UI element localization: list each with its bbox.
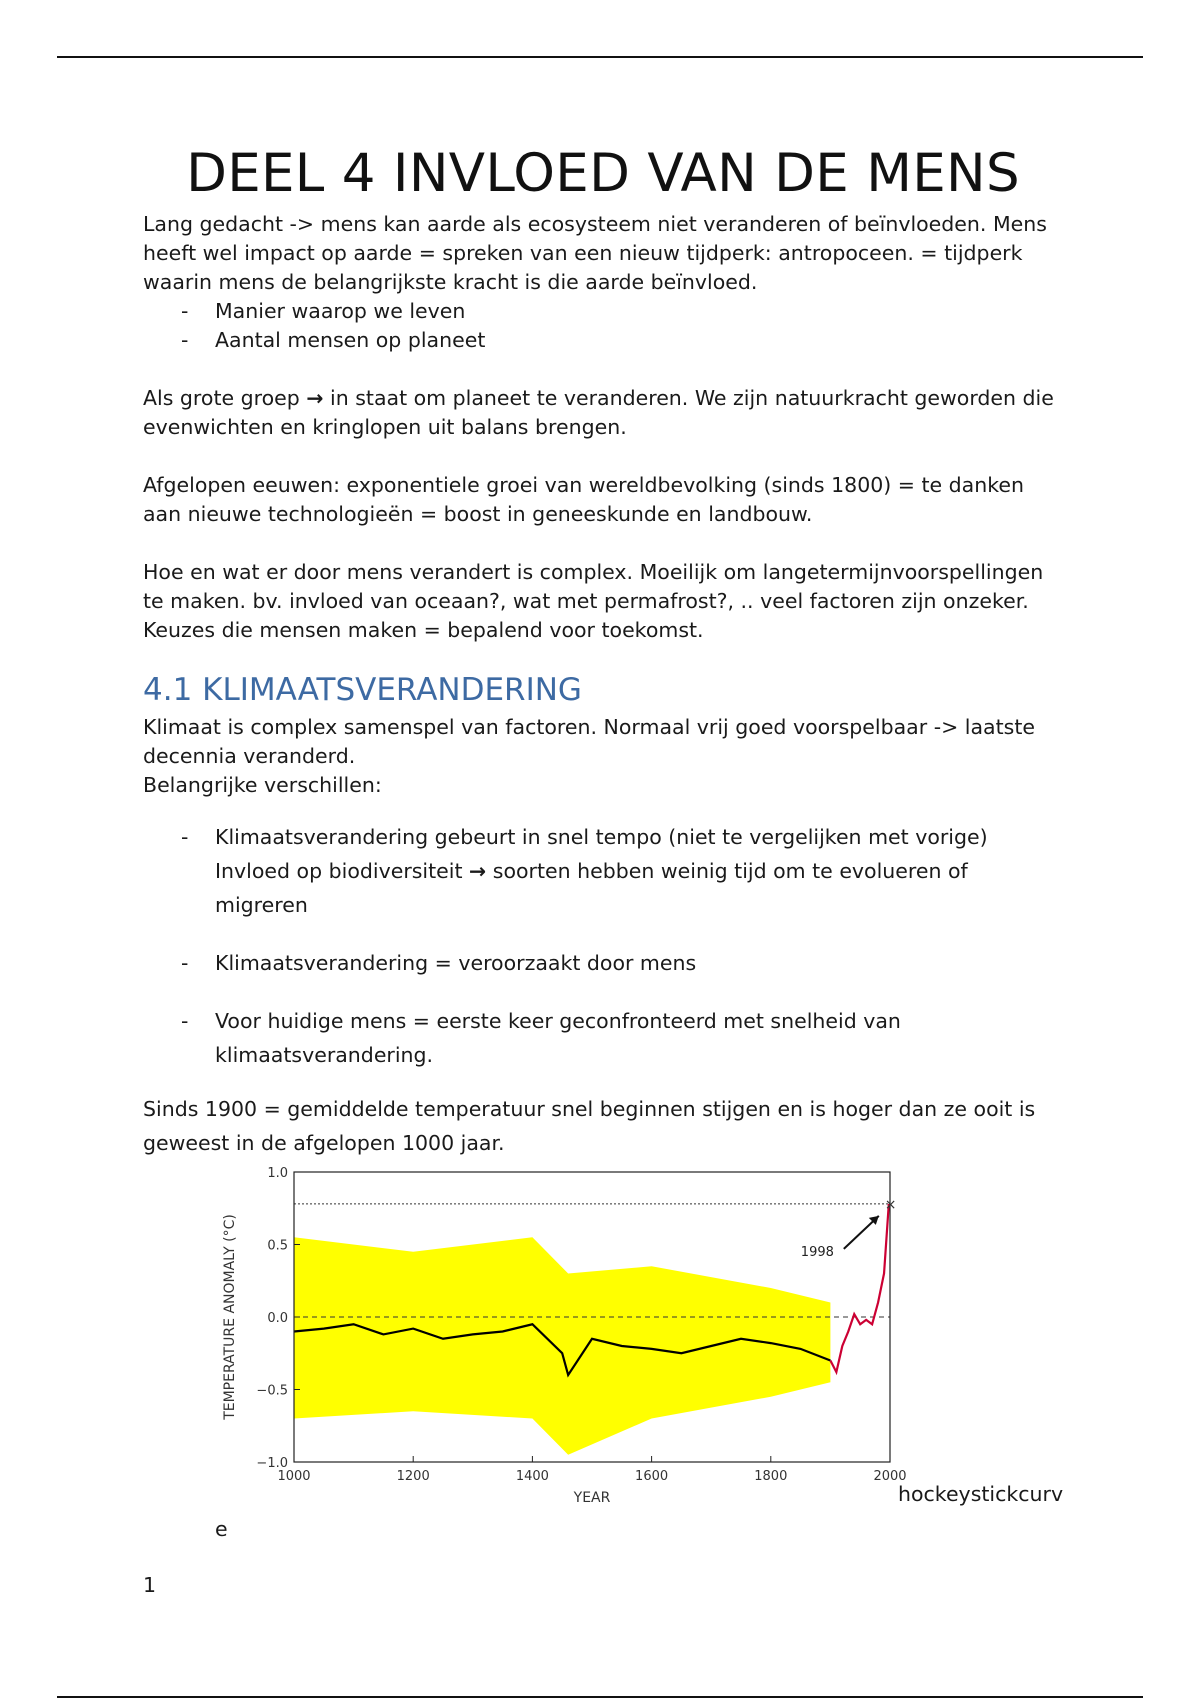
series-line-instrumental [830,1204,888,1372]
x-tick-label: 1400 [515,1469,549,1484]
chart-caption: hockeystickcurv [898,1482,1064,1506]
complex-paragraph: Hoe en wat er door mens verandert is complex. Moeilijk om langetermijnvoorspellingen te maken. bv. invloed van oceaan?, wat met permafrost?, .. veel factoren zijn onzeker. Keuzes die mensen maken = bepalend voor toekomst. [143,560,1044,642]
differences-list [143,820,1063,1072]
temperature-paragraph: Sinds 1900 = gemiddelde temperatuur snel beginnen stijgen en is hoger dan ze ooit is geweest in de afgelopen 1000 jaar. [143,1097,1036,1155]
x-tick-label: 1000 [277,1469,311,1484]
y-tick-label: −1.0 [256,1456,288,1471]
x-tick-label: 1600 [635,1469,669,1484]
x-tick-label: 2000 [873,1469,907,1484]
page-number: 1 [143,1573,157,1597]
list-item: - Klimaatsverandering gebeurt in snel tempo (niet te vergelijken met vorige) Invloed op biodiversiteit → soorten hebben weinig tijd om te evolueren of migreren [143,820,1063,922]
section-heading: 4.1 KLIMAATSVERANDERING [143,672,582,708]
y-tick-label: −0.5 [256,1383,288,1399]
plot-area [222,1166,907,1506]
annotation-label: 1998 [800,1244,834,1260]
x-tick-label: 1800 [754,1469,788,1484]
chart-caption-wrap: e [215,1517,228,1541]
hockeystick-chart [210,1160,907,1510]
footer-rule [57,1696,1143,1698]
uncertainty-band [294,1237,830,1455]
y-axis-label: TEMPERATURE ANOMALY (°C) [222,1214,238,1420]
list-item: - Manier waarop we leven [143,297,1063,326]
header-rule [57,56,1143,58]
group-paragraph: Als grote groep → in staat om planeet te veranderen. We zijn natuurkracht geworden die evenwichten en kringlopen uit balans brengen. [143,386,1054,439]
list-item: - Voor huidige mens = eerste keer geconfronteerd met snelheid van klimaatsverandering. [143,1004,1063,1072]
y-tick-label: 0.5 [267,1238,288,1254]
section-subhead: Belangrijke verschillen: [143,773,382,797]
arrow-icon: → [306,386,324,410]
page-content [143,138,1063,1160]
list-item: - Aantal mensen op planeet [143,326,1063,355]
y-tick-label: 0.0 [267,1311,288,1326]
list-item: - Klimaatsverandering = veroorzaakt door mens [143,946,1063,980]
page-title: DEEL 4 INVLOED VAN DE MENS [186,143,1020,204]
x-axis-label: YEAR [573,1490,611,1506]
intro-paragraph: Lang gedacht -> mens kan aarde als ecosysteem niet veranderen of beïnvloeden. Mens heeft wel impact op aarde = spreken van een nieuw tijdperk: antropoceen. = tijdperk waarin mens de belangrijkste kracht is die aarde beïnvloed. [143,212,1047,294]
arrow-icon: → [469,859,487,883]
annotation-marker: × [884,1196,897,1213]
y-tick-label: 1.0 [267,1166,288,1181]
population-paragraph: Afgelopen eeuwen: exponentiele groei van wereldbevolking (sinds 1800) = te danken aan nieuwe technologieën = boost in geneeskunde en landbouw. [143,473,1024,526]
section-intro: Klimaat is complex samenspel van factoren. Normaal vrij goed voorspelbaar -> laatste decennia veranderd. [143,715,1035,768]
intro-list [143,297,1063,355]
x-tick-label: 1200 [396,1469,430,1484]
